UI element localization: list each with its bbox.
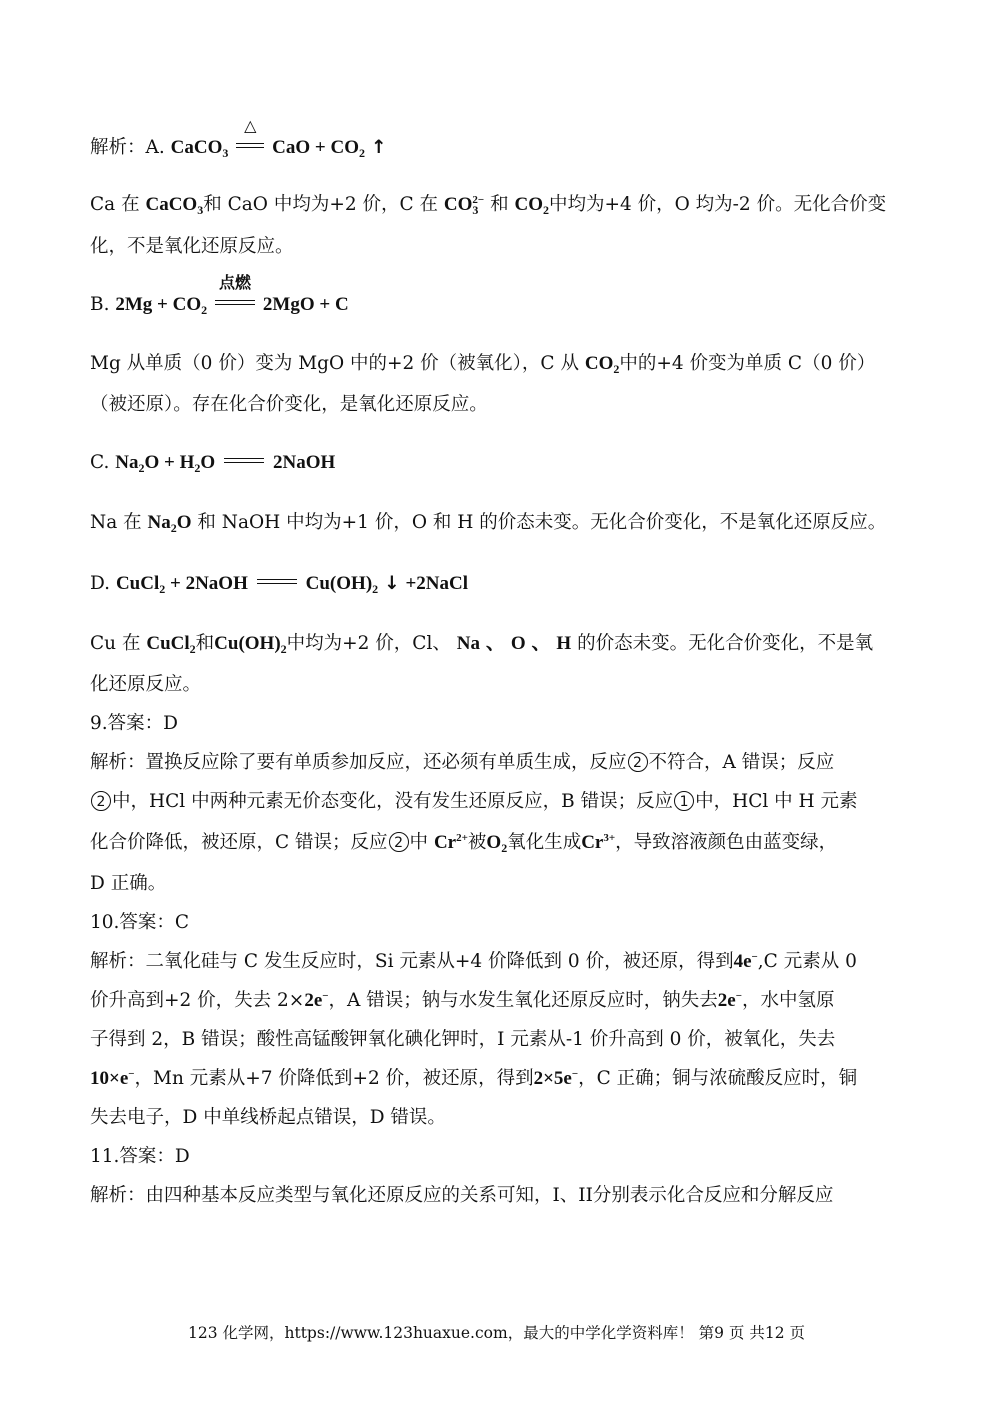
text-line: 化还原反应。: [90, 674, 202, 695]
formula: $Na_2O$: [147, 512, 192, 535]
formula: CuCl$_2$ + 2NaOH: [115, 573, 248, 596]
element-symbol: O: [510, 633, 526, 654]
formula: CaCO$_3$: [170, 137, 229, 160]
text-line: 解析：由四种基本反应类型与氧化还原反应的关系可知，I、II分别表示化合反应和分解反应: [90, 1185, 834, 1206]
formula: 2×5e−: [533, 1068, 579, 1089]
formula: 2e−: [717, 990, 742, 1011]
text-line: 解析：二氧化硅与 C 发生反应时，Si 元素从+4 价降低到 0 价，被还原，得到4e−,C 元素从 0: [90, 951, 857, 972]
formula: CaO + $CO_2$: [272, 137, 365, 160]
label-c: C.: [90, 452, 110, 473]
text-line: Na 在 $Na_2O$ 和 NaOH 中均为+1 价，O 和 H 的价态未变。无化合价变化，不是氧化还原反应。: [90, 512, 887, 535]
formula: $CO_3^{2-}$: [443, 194, 485, 217]
circled-number-icon: 1: [674, 791, 694, 811]
circled-number-icon: 2: [91, 791, 111, 811]
solution-d-equation: [90, 571, 905, 597]
formula: $Cr^{3+}$: [581, 832, 616, 853]
formula: +2NaCl: [405, 573, 468, 594]
text-line: 失去电子，D 中单线桥起点错误，D 错误。: [90, 1107, 446, 1128]
formula: 2e−: [304, 990, 329, 1011]
circled-number-icon: 2: [389, 832, 409, 852]
equals-sign: [257, 579, 297, 584]
answer-10: 10.答案：C: [90, 912, 190, 933]
formula: $Na_2O + H_2O$: [115, 452, 216, 475]
formula: 10×e−: [90, 1068, 135, 1089]
formula: 4e−: [733, 951, 758, 972]
reaction-condition: 点燃: [215, 292, 255, 318]
formula: 2NaOH: [272, 452, 336, 473]
answer-11: 11.答案：D: [90, 1146, 190, 1167]
label-d: D.: [90, 573, 111, 594]
text-line: 化合价降低，被还原，C 错误；反应 2 中 $Cr^{2+}$被$O_2$氧化生成$Cr^{3+}$，导致溶液颜色由蓝变绿，: [90, 832, 838, 855]
label-b: B.: [90, 294, 110, 315]
page-footer: 123 化学网，https://www.123huaxue.com，最大的中学化学资料库！ 第9 页 共12 页: [187, 1324, 805, 1342]
element-symbol: H: [556, 633, 572, 654]
text-line: （被还原）。存在化合价变化，是氧化还原反应。: [90, 394, 488, 415]
text-line: 价升高到+2 价，失去 2×2e−，A 错误；钠与水发生氧化还原反应时，钠失去2e−，水中氢原: [90, 990, 835, 1011]
text-line: 解析：置换反应除了要有单质参加反应，还必须有单质生成，反应 2 不符合，A 错误；反应: [90, 752, 835, 773]
formula: $CO_2$: [584, 353, 620, 376]
element-symbol: Na: [456, 633, 481, 654]
formula: $2Mg + CO_2$: [115, 294, 208, 317]
solution-c-equation: [90, 450, 905, 476]
formula: $Cr^{2+}$: [433, 832, 468, 853]
gas-arrow-icon: ↑: [370, 137, 387, 158]
answer-9: 9.答案：D: [90, 713, 178, 734]
text-line: Ca 在 CaCO$_3$和 CaO 中均为+2 价，C 在 $CO_3^{2-}$ 和 $CO_2$中均为+4 价，O 均为-2 价。无化合价变: [90, 194, 887, 217]
precipitate-arrow-icon: ↓: [384, 573, 400, 594]
formula: $Cu(OH)_2$: [214, 633, 287, 656]
formula: 2MgO + C: [262, 294, 349, 315]
solution-b-equation: [90, 273, 905, 318]
formula: $Cu(OH)_2$: [305, 573, 379, 596]
label-a: 解析：A.: [90, 137, 165, 158]
text-line: Cu 在 CuCl$_2$和$Cu(OH)_2$中均为+2 价，Cl、 Na 、 O 、 H 的价态未变。无化合价变化，不是氧: [90, 633, 874, 656]
text-line: Mg 从单质（0 价）变为 MgO 中的+2 价（被氧化），C 从 $CO_2$中的+4 价变为单质 C（0 价）: [90, 353, 876, 376]
solution-a-equation: [90, 116, 905, 161]
circled-number-icon: 2: [628, 752, 648, 772]
text-line: 2 中，HCl 中两种元素无价态变化，没有发生还原反应，B 错误；反应 1 中，HCl 中 H 元素: [90, 789, 905, 815]
equals-sign: [224, 458, 264, 463]
text-line: D 正确。: [90, 873, 167, 894]
reaction-condition: △: [236, 135, 264, 161]
text-line: 化，不是氧化还原反应。: [90, 236, 294, 257]
formula: $CO_2$: [514, 194, 549, 217]
formula: CaCO$_3$: [145, 194, 204, 217]
text-line: 子得到 2，B 错误；酸性高锰酸钾氧化碘化钾时，I 元素从-1 价升高到 0 价，被氧化，失去: [90, 1029, 836, 1050]
text-line: 10×e−，Mn 元素从+7 价降低到+2 价，被还原，得到2×5e−，C 正确；铜与浓硫酸反应时，铜: [90, 1068, 858, 1089]
formula: $O_2$: [486, 832, 508, 855]
formula: CuCl$_2$: [146, 633, 196, 656]
